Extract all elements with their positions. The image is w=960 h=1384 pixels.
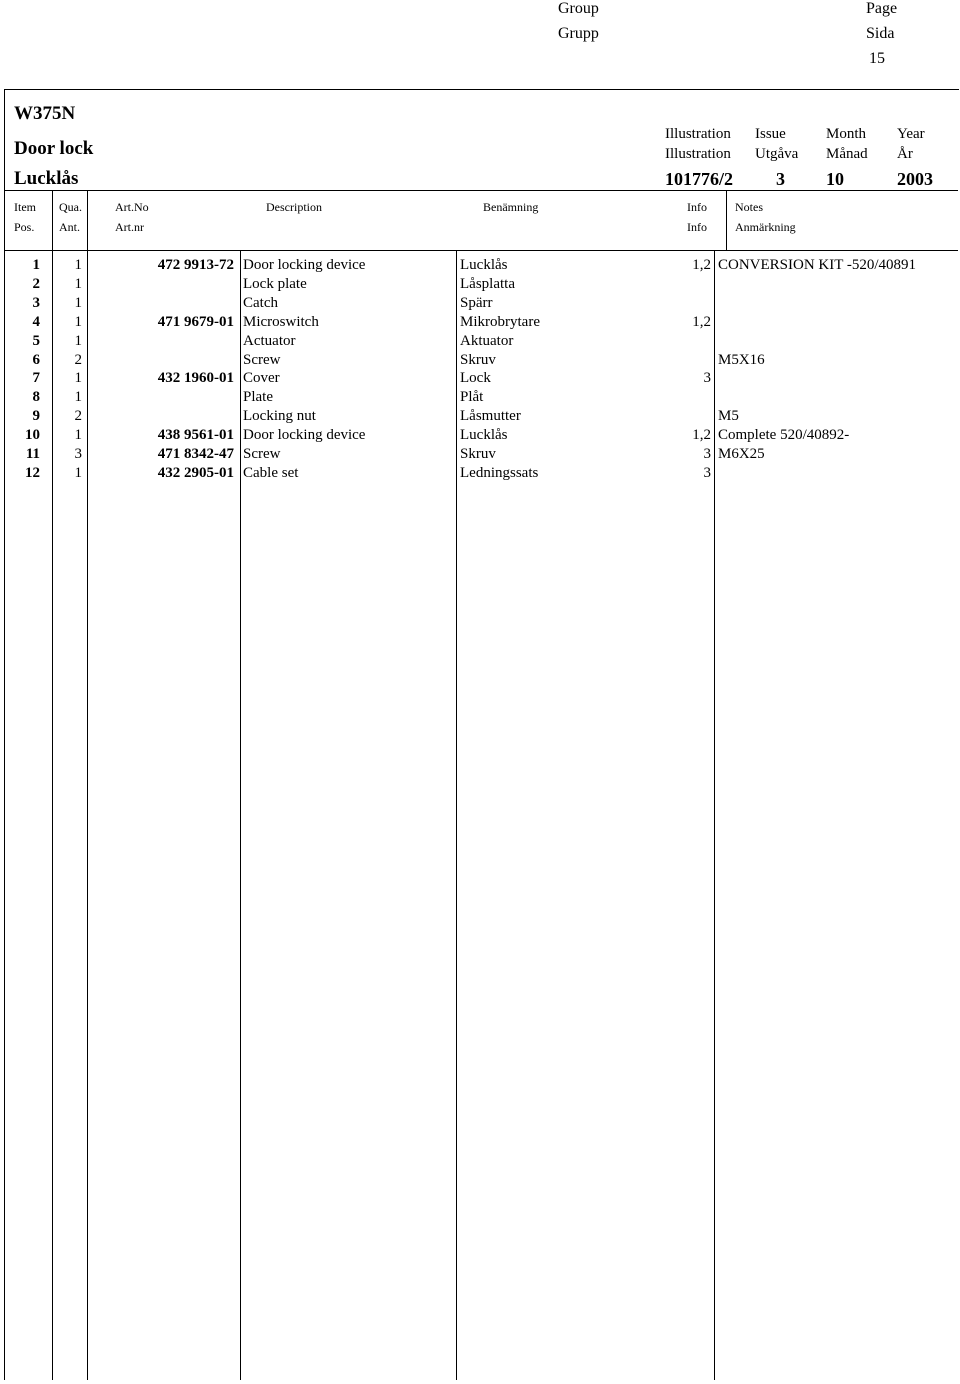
row-pos: 3	[32, 294, 40, 311]
body-rule-4	[456, 250, 457, 1380]
group-label-sv: Grupp	[558, 25, 599, 42]
row-pos: 5	[32, 332, 40, 349]
row-ben: Aktuator	[460, 332, 514, 349]
col-header-description: Description	[266, 200, 322, 214]
row-qty: 2	[74, 408, 82, 425]
page-label: Page	[866, 0, 898, 17]
row-desc: Screw	[243, 351, 281, 368]
row-info: 3	[703, 464, 711, 481]
row-pos: 6	[32, 351, 40, 368]
col-header-item: Item	[14, 200, 36, 214]
row-ben: Låsplatta	[460, 275, 515, 292]
row-desc: Cover	[243, 370, 280, 387]
row-ben: Lucklås	[460, 427, 508, 444]
row-ben: Spärr	[460, 294, 493, 311]
row-ben: Skruv	[460, 351, 496, 368]
row-pos: 7	[32, 370, 40, 387]
row-art: 432 1960-01	[157, 370, 234, 387]
row-qty: 1	[74, 427, 82, 444]
row-notes: M5X16	[718, 351, 765, 368]
row-desc: Locking nut	[243, 408, 316, 425]
row-pos: 9	[32, 408, 40, 425]
row-desc: Door locking device	[243, 257, 366, 273]
illustration-value: 101776/2	[665, 169, 734, 189]
issue-label: Issue	[755, 126, 786, 142]
row-info: 3	[703, 370, 711, 387]
row-pos: 11	[25, 446, 40, 462]
row-desc: Catch	[243, 294, 278, 311]
col-header-notes-sv: Anmärkning	[735, 220, 796, 234]
col-rule-2	[87, 190, 88, 250]
row-qty: 1	[74, 464, 82, 481]
row-qty: 2	[74, 351, 82, 368]
row-art: 472 9913-72	[157, 257, 234, 273]
col-rule-3	[726, 190, 727, 250]
row-art: 432 2905-01	[157, 464, 234, 481]
row-qty: 3	[74, 446, 82, 462]
col-header-artno-sv: Art.nr	[115, 220, 144, 234]
row-notes: Complete 520/40892-	[718, 427, 850, 444]
col-header-benamning: Benämning	[483, 200, 539, 214]
row-notes: M6X25	[718, 446, 765, 462]
row-qty: 1	[74, 313, 82, 330]
row-ben: Lucklås	[460, 257, 508, 273]
page-title: Door lock	[14, 138, 94, 159]
row-ben: Plåt	[460, 389, 484, 406]
row-desc: Screw	[243, 446, 281, 462]
row-desc: Microswitch	[243, 313, 319, 330]
row-art: 438 9561-01	[157, 427, 234, 444]
page-number: 15	[869, 50, 885, 67]
col-header-info-sv: Info	[687, 220, 707, 234]
row-pos: 1	[32, 257, 40, 273]
row-art: 471 9679-01	[157, 313, 234, 330]
row-desc: Actuator	[243, 332, 296, 349]
month-value: 10	[826, 169, 844, 189]
row-qty: 1	[74, 370, 82, 387]
year-label-sv: År	[897, 146, 913, 162]
col-header-notes: Notes	[735, 200, 763, 214]
row-ben: Ledningssats	[460, 464, 539, 481]
year-label: Year	[897, 126, 925, 142]
illustration-label-sv: Illustration	[665, 146, 731, 162]
page-title-sv: Lucklås	[14, 168, 79, 189]
model-code: W375N	[14, 103, 76, 124]
month-label: Month	[826, 126, 867, 142]
row-qty: 1	[74, 294, 82, 311]
body-rule-3	[240, 250, 241, 1380]
row-info: 3	[703, 446, 711, 462]
row-ben: Lock	[460, 370, 491, 387]
col-header-info: Info	[687, 200, 707, 214]
row-qty: 1	[74, 257, 82, 273]
issue-value: 3	[776, 169, 785, 189]
row-qty: 1	[74, 275, 82, 292]
row-info: 1,2	[692, 427, 711, 444]
col-header-qua: Qua.	[59, 200, 82, 214]
row-ben: Mikrobrytare	[460, 313, 540, 330]
month-label-sv: Månad	[826, 146, 868, 162]
row-notes: M5	[718, 408, 739, 425]
row-ben: Låsmutter	[460, 408, 521, 425]
illustration-label: Illustration	[665, 126, 731, 142]
col-header-item-sv: Pos.	[14, 220, 35, 234]
row-desc: Plate	[243, 389, 273, 406]
group-label: Group	[558, 0, 599, 17]
row-desc: Lock plate	[243, 275, 307, 292]
row-pos: 12	[25, 464, 40, 481]
row-info: 1,2	[692, 313, 711, 330]
year-value: 2003	[897, 169, 933, 189]
divider-title	[4, 190, 958, 191]
issue-label-sv: Utgåva	[755, 146, 799, 162]
row-ben: Skruv	[460, 446, 496, 462]
row-notes: CONVERSION KIT -520/40891	[718, 257, 917, 273]
row-qty: 1	[74, 332, 82, 349]
row-pos: 8	[32, 389, 40, 406]
divider-columns	[4, 250, 958, 251]
row-pos: 2	[32, 275, 40, 292]
body-rule-2	[87, 250, 88, 1380]
col-rule-1	[52, 190, 53, 250]
row-desc: Cable set	[243, 464, 299, 481]
body-rule-5	[714, 250, 715, 1380]
row-desc: Door locking device	[243, 427, 366, 444]
page-label-sv: Sida	[866, 25, 895, 42]
col-header-qua-sv: Ant.	[59, 220, 80, 234]
row-qty: 1	[74, 389, 82, 406]
row-info: 1,2	[692, 257, 711, 273]
row-pos: 10	[25, 427, 40, 444]
col-header-artno: Art.No	[115, 200, 149, 214]
row-pos: 4	[32, 313, 40, 330]
row-art: 471 8342-47	[157, 446, 234, 462]
